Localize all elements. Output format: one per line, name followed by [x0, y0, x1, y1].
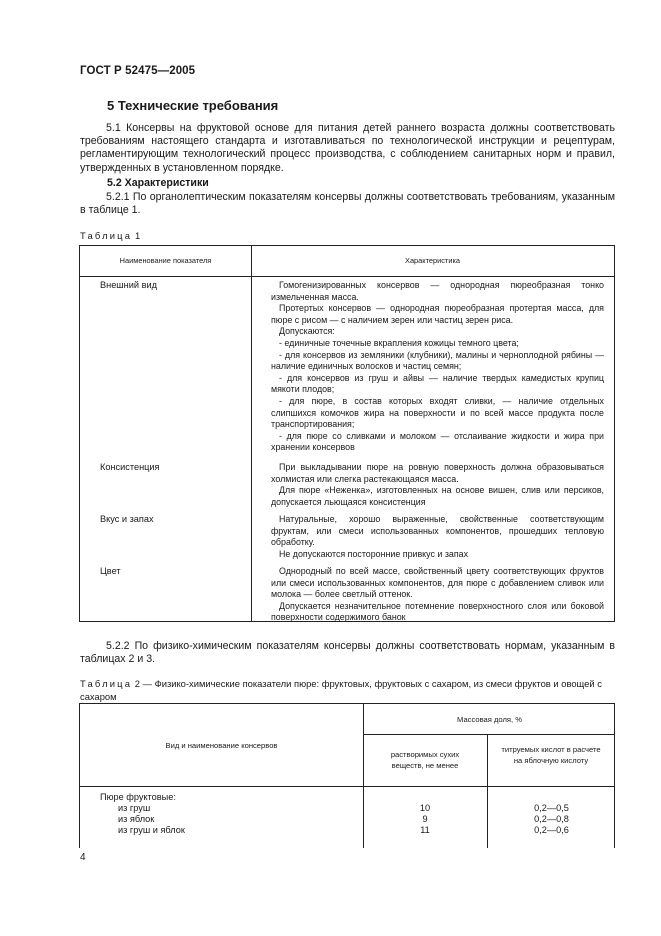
- table1-row-description: [271, 462, 604, 508]
- table2-row-acids: 0,2—0,8: [534, 814, 569, 824]
- table1-row-name: Вкус и запах: [100, 514, 154, 524]
- subsection-5-2-title: 5.2 Характеристики: [107, 177, 209, 189]
- table1-row-name: Консистенция: [100, 462, 160, 472]
- table1-header-characteristic: Характеристика: [405, 256, 460, 265]
- table1-text-line: Однородный по всей массе, свойственный цвету соответствующих фруктов или смеси использованных компонентов, для пюре с добавлением сливок или молока — более светлый оттенок.: [271, 566, 604, 600]
- table1-caption-number: 1: [134, 230, 141, 241]
- table2-group-label: Пюре фруктовые:: [100, 792, 176, 802]
- table1-row-description: [271, 566, 604, 624]
- table1-text-line: - единичные точечные вкрапления кожицы темного цвета;: [279, 337, 519, 348]
- table1-header-indicator: Наименование показателя: [119, 256, 212, 265]
- table1-row-description: [271, 280, 604, 454]
- table2-header-titratable-acids: титруемых кислот в расчете на яблочную кислоту: [501, 745, 601, 765]
- table2-header-soluble-solids: растворимых сухих веществ, не менее: [390, 750, 460, 770]
- table1-header-divider: [80, 276, 614, 277]
- table-1: [79, 245, 615, 622]
- table1-text-line: При выкладывании пюре на ровную поверхность должна образовываться холмистая или слегка растекающаяся масса.: [271, 462, 604, 484]
- table2-row-acids: 0,2—0,6: [534, 825, 569, 835]
- table2-header-product: Вид и наименование консервов: [165, 741, 278, 750]
- table2-header-mass-fraction: Массовая доля, %: [457, 715, 522, 724]
- table1-caption-word: Таблица: [80, 230, 133, 241]
- paragraph-5-2-2: 5.2.2 По физико-химическим показателям консервы должны соответствовать нормам, указанным в таблицах 2 и 3.: [80, 640, 615, 666]
- page-number: 4: [80, 852, 86, 863]
- table-2: [79, 703, 615, 848]
- table1-text-line: - для консервов из груш и айвы — наличие твердых камедистых крупиц мякоти плодов;: [271, 372, 604, 395]
- paragraph-5-2-1: 5.2.1 По органолептическим показателям консервы должны соответствовать требованиям, указанным в таблице 1.: [80, 191, 615, 217]
- table1-text-line: Не допускаются посторонние привкус и запах: [279, 548, 469, 559]
- table2-row-name: из яблок: [118, 814, 155, 824]
- table1-text-line: - для пюре со сливками и молоком — отслаивание жидкости и жира при хранении консервов: [271, 430, 604, 453]
- table1-text-line: - для консервов из земляники (клубники), малины и черноплодной рябины — наличие единичных волосков и частиц семян;: [271, 349, 604, 372]
- table2-row-name: из груш: [118, 803, 151, 813]
- table2-row-acids: 0,2—0,5: [534, 803, 569, 813]
- table1-column-divider: [251, 246, 252, 621]
- table1-text-line: - для пюре, в состав которых входят сливки, — наличие отдельных слипшихся комочков жира на поверхности и по всей массе продукта после транспортирования;: [271, 395, 604, 430]
- table2-caption-word: Таблица: [80, 678, 133, 689]
- table1-text-line: Для пюре «Неженка», изготовленных на основе вишен, слив или персиков, допускается льющаяся консистенция: [271, 485, 604, 507]
- table1-text-line: Протертых консервов — однородная пюреобразная протертая масса, для пюре с рисом — с наличием зерен или частиц зерен риса.: [271, 303, 604, 325]
- table2-row-soluble-solids: 10: [419, 803, 431, 813]
- table2-header-divider: [80, 786, 614, 787]
- table1-text-line: Допускается незначительное потемнение поверхностного слоя или боковой поверхности содержимого банок: [271, 600, 604, 623]
- table2-caption: [80, 678, 615, 703]
- table1-text-line: Гомогенизированных консервов — однородная пюреобразная тонко измельченная масса.: [271, 280, 604, 302]
- table2-row-soluble-solids: 11: [420, 825, 430, 835]
- paragraph-5-1: 5.1 Консервы на фруктовой основе для питания детей раннего возраста должны соответствовать требованиям настоящего стандарта и изготавливаться по технологической инструкции и рецептурам, регламентирующим технологический процесс производства, с соблюдением санитарных норм и правил, утвержденных в установленном порядке.: [80, 122, 615, 174]
- table2-row-soluble-solids: 9: [422, 814, 428, 824]
- table1-text-line: Допускаются:: [279, 326, 335, 337]
- table1-row-name: Внешний вид: [100, 280, 157, 290]
- table2-caption-text: 2 — Физико-химические показатели пюре: фруктовых, фруктовых с сахаром, из смеси фруктов и овощей с сахаром: [80, 678, 602, 702]
- table1-caption: [80, 230, 140, 241]
- document-header: ГОСТ Р 52475—2005: [80, 65, 196, 77]
- table1-row-name: Цвет: [100, 566, 121, 576]
- section-title: 5 Технические требования: [107, 98, 279, 113]
- table1-row-description: [271, 514, 604, 560]
- table1-text-line: Натуральные, хорошо выраженные, свойственные соответствующим фруктам, или смеси использованных компонентов, прошедших тепловую обработку.: [271, 514, 604, 548]
- table2-row-name: из груш и яблок: [118, 825, 185, 835]
- table2-group-divider: [363, 734, 614, 735]
